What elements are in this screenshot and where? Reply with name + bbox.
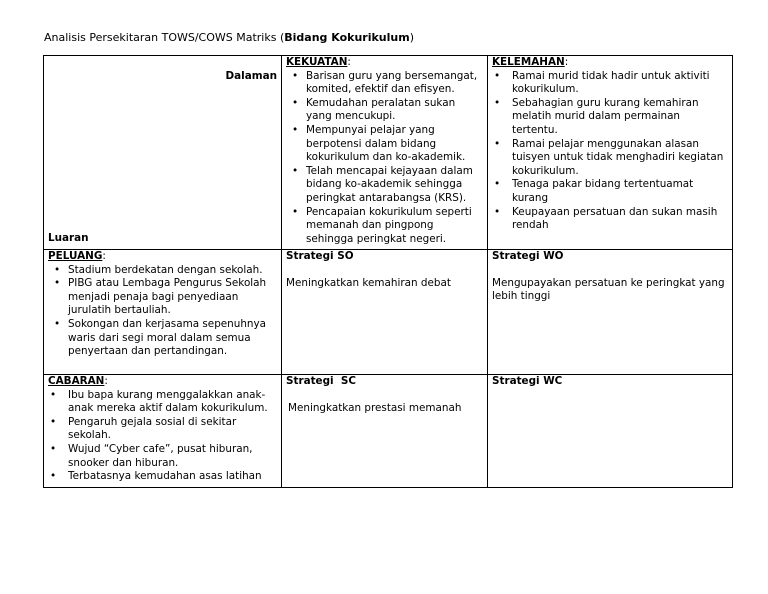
matrix-row-internal <box>44 56 733 250</box>
list-item: • PIBG atau Lembaga Pengurus Sekolah menjadi penaja bagi penyediaan jurulatih bertauliah. <box>68 277 277 318</box>
strategy-wo-text: Mengupayakan persatuan ke peringkat yang lebih tinggi <box>492 276 725 303</box>
opportunities-heading: PELUANG <box>48 250 103 262</box>
internal-label: Dalaman <box>225 70 277 82</box>
corner-cell <box>44 56 282 250</box>
title-bold: Bidang Kokurikulum <box>284 31 410 44</box>
threats-list <box>48 389 277 484</box>
strengths-list <box>286 70 483 247</box>
list-item: • Mempunyai pelajar yang berpotensi dalam bidang kokurikulum dan ko-akademik. <box>306 124 483 165</box>
title-prefix: Analisis Persekitaran TOWS/COWS Matriks ( <box>44 31 285 44</box>
strengths-cell: KEKUATAN: • Barisan guru yang bersemangat, komited, efektif dan efisyen. • Kemudahan peralatan sukan yang mencukupi. • Mempunyai pelajar yang berpotensi dalam bidang kokurikulum dan ko-akademik. • Telah mencapai kejayaan dalam bidang ko-akademik sehingga peringkat antarabangsa (KRS). • Pencapaian kokurikulum seperti memanah dan pingpong sehingga peringkat negeri. <box>282 56 488 250</box>
weaknesses-heading: KELEMAHAN <box>492 56 565 68</box>
title-suffix: ) <box>409 31 414 44</box>
strategy-wo-cell <box>488 250 733 375</box>
strategy-wo-heading: Strategi WO <box>492 250 564 262</box>
strategy-wc-cell <box>488 375 733 488</box>
strategy-sc-cell <box>282 375 488 488</box>
list-item: • Pengaruh gejala sosial di sekitar sekolah. <box>68 416 277 443</box>
list-item: • Sebahagian guru kurang kemahiran melatih murid dalam permainan tertentu. <box>512 97 728 138</box>
list-item: • Telah mencapai kejayaan dalam bidang ko-akademik sehingga peringkat antarabangsa (KRS). <box>306 165 483 206</box>
strategy-so-cell <box>282 250 488 375</box>
strategy-so-heading: Strategi SO <box>286 250 354 262</box>
list-item: • Barisan guru yang bersemangat, komited, efektif dan efisyen. <box>306 70 483 97</box>
strategy-wc-heading: Strategi WC <box>492 375 563 387</box>
matrix-row-threats <box>44 375 733 488</box>
strengths-heading: KEKUATAN <box>286 56 348 68</box>
list-item: • Pencapaian kokurikulum seperti memanah dan pingpong sehingga peringkat negeri. <box>306 206 483 247</box>
list-item: • Wujud “Cyber cafe”, pusat hiburan, snooker dan hiburan. <box>68 443 277 470</box>
list-item: • Ibu bapa kurang menggalakkan anak-anak mereka aktif dalam kokurikulum. <box>68 389 277 416</box>
list-item: • Terbatasnya kemudahan asas latihan <box>68 470 277 484</box>
list-item: • Kemudahan peralatan sukan yang mencukupi. <box>306 97 483 124</box>
strategy-sc-heading: Strategi SC <box>286 375 356 387</box>
weaknesses-cell: KELEMAHAN: • Ramai murid tidak hadir untuk aktiviti kokurikulum. • Sebahagian guru kurang kemahiran melatih murid dalam permainan tertentu. • Ramai pelajar menggunakan alasan tuisyen untuk tidak menghadiri kegiatan kokurikulum. • Tenaga pakar bidang tertentuamat kurang • Keupayaan persatuan dan sukan masih rendah <box>488 56 733 250</box>
threats-heading: CABARAN <box>48 375 105 387</box>
tows-matrix-table <box>43 55 733 488</box>
matrix-row-opportunities <box>44 250 733 375</box>
threats-cell: CABARAN: • Ibu bapa kurang menggalakkan anak-anak mereka aktif dalam kokurikulum. • Pengaruh gejala sosial di sekitar sekolah. • Wujud “Cyber cafe”, pusat hiburan, snooker dan hiburan. • Terbatasnya kemudahan asas latihan <box>44 375 282 488</box>
list-item: • Stadium berdekatan dengan sekolah. <box>68 264 277 278</box>
external-label: Luaran <box>48 232 89 245</box>
strategy-sc-text: Meningkatkan prestasi memanah <box>288 401 462 414</box>
document-title <box>44 31 414 44</box>
list-item: • Keupayaan persatuan dan sukan masih rendah <box>512 206 728 233</box>
list-item: • Ramai murid tidak hadir untuk aktiviti kokurikulum. <box>512 70 728 97</box>
list-item: • Sokongan dan kerjasama sepenuhnya waris dari segi moral dalam semua penyertaan dan pertandingan. <box>68 318 277 359</box>
list-item: • Tenaga pakar bidang tertentuamat kurang <box>512 178 728 205</box>
list-item: • Ramai pelajar menggunakan alasan tuisyen untuk tidak menghadiri kegiatan kokurikulum. <box>512 138 728 179</box>
strategy-so-text: Meningkatkan kemahiran debat <box>286 276 451 289</box>
opportunities-cell: PELUANG: • Stadium berdekatan dengan sekolah. • PIBG atau Lembaga Pengurus Sekolah menjadi penaja bagi penyediaan jurulatih bertauliah. • Sokongan dan kerjasama sepenuhnya waris dari segi moral dalam semua penyertaan dan pertandingan. <box>44 250 282 375</box>
weaknesses-list <box>492 70 728 233</box>
opportunities-list <box>48 264 277 359</box>
